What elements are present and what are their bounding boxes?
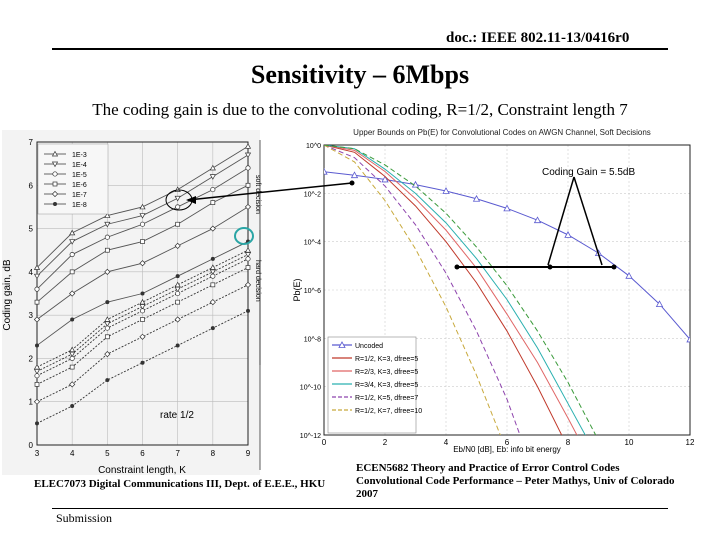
x-axis-label: Constraint length, K [98, 465, 186, 476]
x-tick-label: 10 [624, 438, 634, 447]
left-figure-caption: ELEC7073 Digital Communications III, Dept. of E.E.E., HKU [34, 478, 326, 490]
y-axis-label: Coding gain, dB [2, 259, 13, 331]
x-tick-label: 8 [565, 438, 571, 447]
y-tick-label: 1 [28, 397, 33, 407]
y-tick-label: 3 [28, 311, 33, 321]
x-tick-label: 9 [245, 449, 251, 458]
slide-subtitle: The coding gain is due to the convolutional coding, R=1/2, Constraint length 7 [92, 100, 628, 119]
y-tick-label: 5 [28, 224, 33, 234]
x-tick-label: 8 [210, 449, 216, 458]
soft-decision-label: soft decision [254, 175, 261, 214]
x-tick-label: 4 [443, 438, 449, 447]
x-tick-label: 7 [175, 449, 180, 458]
x-tick-label: 3 [34, 449, 40, 458]
y-tick-label: 10^-2 [303, 191, 321, 199]
legend-label: 1E-5 [72, 172, 87, 179]
legend-label: R=1/2, K=3, dfree=5 [355, 356, 419, 363]
hard-decision-label: hard decision [254, 260, 261, 302]
y-tick-label: 2 [28, 354, 33, 364]
connector-line [188, 183, 352, 200]
document-reference: doc.: IEEE 802.11-13/0416r0 [446, 30, 630, 46]
x-tick-label: 12 [685, 438, 695, 447]
x-tick-label: 0 [321, 438, 327, 447]
coding-gain-annotation: Coding Gain = 5.5dB [542, 167, 636, 178]
y-tick-label: 10^-12 [299, 433, 321, 440]
submission-label: Submission [56, 511, 113, 525]
right-figure-caption: ECEN5682 Theory and Practice of Error Control Codes Convolutional Code Performance – Peter Mathys, Univ of Colorado 2007 [356, 462, 675, 501]
y-tick-label: 4 [28, 267, 33, 277]
x-tick-label: 6 [140, 449, 145, 458]
y-tick-label: 10^0 [306, 143, 321, 150]
chart-title: Upper Bounds on Pb(E) for Convolutional Codes on AWGN Channel, Soft Decisions [353, 128, 651, 137]
legend-label: 1E-7 [72, 192, 87, 199]
x-tick-label: 2 [382, 438, 388, 447]
connector-endpoint [350, 181, 355, 186]
legend-label: 1E-8 [72, 202, 87, 209]
y-tick-label: 10^-8 [303, 336, 321, 344]
y-tick-label: 6 [28, 181, 33, 191]
legend-label: R=3/4, K=3, dfree=5 [355, 382, 419, 389]
x-tick-label: 5 [105, 449, 110, 458]
y-tick-label: 0 [28, 441, 33, 450]
connector-arrowhead [186, 196, 196, 204]
legend-label: R=2/3, K=3, dfree=5 [355, 369, 419, 376]
x-axis-label: Eb/N0 [dB], Eb: info bit energy [453, 445, 561, 454]
slide-title: Sensitivity – 6Mbps [250, 60, 470, 89]
y-tick-label: 10^-4 [303, 239, 321, 247]
y-tick-label: 7 [28, 138, 33, 147]
legend-label: R=1/2, K=7, dfree=10 [355, 408, 423, 415]
x-tick-label: 4 [69, 449, 75, 458]
y-tick-label: 10^-10 [299, 384, 321, 392]
x-tick-label: 6 [504, 438, 510, 447]
legend-label: 1E-6 [72, 182, 87, 189]
y-axis-label: Pb(E) [292, 278, 302, 302]
footer-rule [52, 508, 668, 509]
legend-label: R=1/2, K=5, dfree=7 [355, 395, 419, 402]
legend-label: Uncoded [355, 343, 384, 350]
y-tick-label: 10^-6 [303, 288, 321, 295]
legend-label: 1E-3 [72, 152, 87, 159]
legend-label: 1E-4 [72, 162, 87, 169]
rate-annotation: rate 1/2 [160, 410, 194, 421]
